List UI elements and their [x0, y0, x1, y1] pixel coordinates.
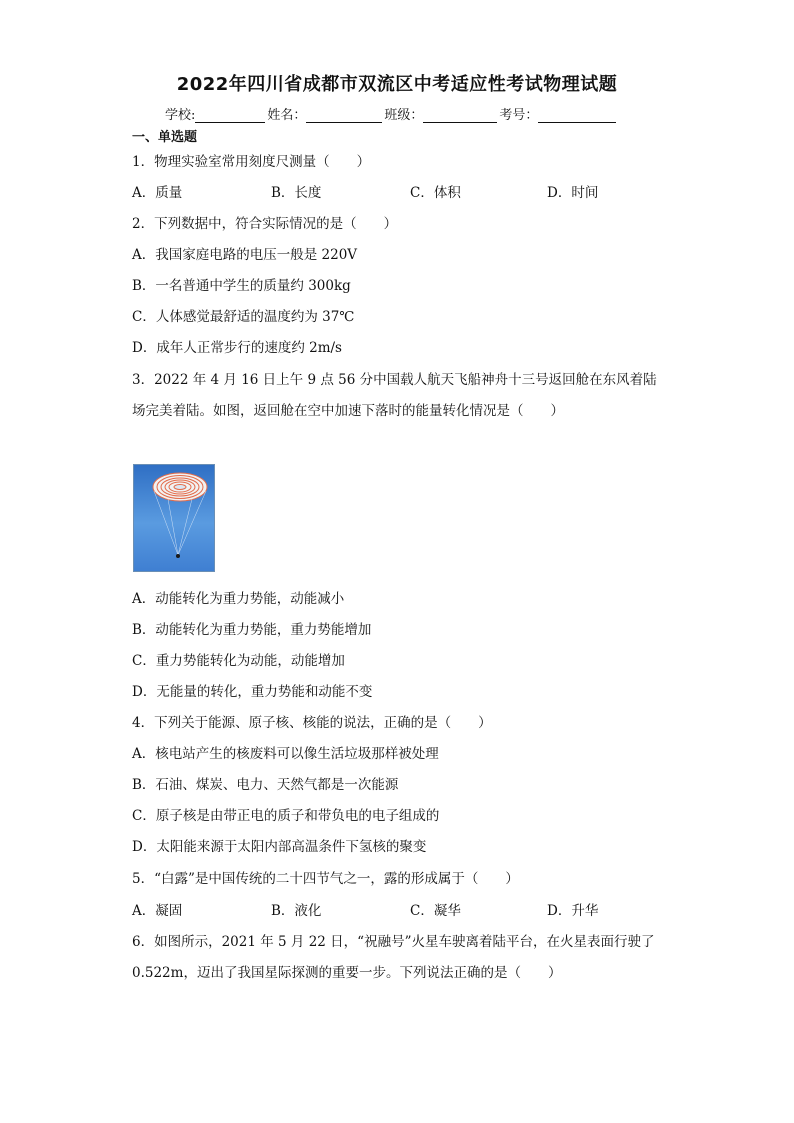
number-label: 考号：: [499, 108, 539, 123]
question-4-option-a: A．核电站产生的核废料可以像生活垃圾那样被处理: [132, 746, 439, 762]
option-b: B．长度: [271, 185, 322, 201]
question-2-stem: 2．下列数据中，符合实际情况的是（ ）: [132, 216, 398, 232]
option-c: C．体积: [410, 185, 461, 201]
question-3-stem-line-1: 3．2022 年 4 月 16 日上午 9 点 56 分中国载人航天飞船神舟十三号返回舱在东风着陆: [132, 372, 657, 388]
question-2-option-d: D．成年人正常步行的速度约 2m/s: [132, 340, 342, 356]
school-blank: [195, 108, 265, 123]
question-4-option-c: C．原子核是由带正电的质子和带负电的电子组成的: [132, 808, 440, 824]
class-label: 班级：: [384, 108, 424, 123]
option-d: D．升华: [547, 903, 599, 919]
question-3-stem-line-2: 场完美着陆。如图，返回舱在空中加速下落时的能量转化情况是（ ）: [132, 403, 564, 419]
question-6-stem-line-2: 0.522m，迈出了我国星际探测的重要一步。下列说法正确的是（ ）: [132, 965, 562, 981]
question-6-stem-line-1: 6．如图所示，2021 年 5 月 22 日，“祝融号”火星车驶离着陆平台，在火星表面行驶了: [132, 934, 655, 950]
question-2-option-a: A．我国家庭电路的电压一般是 220V: [132, 247, 358, 263]
name-label: 姓名：: [267, 108, 307, 123]
question-2-option-c: C．人体感觉最舒适的温度约为 37℃: [132, 309, 355, 325]
name-blank: [306, 108, 382, 123]
section-heading-single-choice: 一、单选题: [132, 130, 198, 145]
question-4-option-d: D．太阳能来源于太阳内部高温条件下氢核的聚变: [132, 839, 427, 855]
question-1-stem: 1．物理实验室常用刻度尺测量（ ）: [132, 154, 371, 170]
question-3-option-b: B．动能转化为重力势能，重力势能增加: [132, 622, 372, 638]
question-4-stem: 4．下列关于能源、原子核、核能的说法，正确的是（ ）: [132, 715, 492, 731]
school-label: 学校:: [165, 108, 196, 123]
question-5-stem: 5．“白露”是中国传统的二十四节气之一，露的形成属于（ ）: [132, 871, 519, 887]
option-a: A．凝固: [132, 903, 183, 919]
option-d: D．时间: [547, 185, 599, 201]
question-3-option-a: A．动能转化为重力势能，动能减小: [132, 591, 345, 607]
question-3-option-d: D．无能量的转化，重力势能和动能不变: [132, 684, 373, 700]
question-2-option-b: B．一名普通中学生的质量约 300kg: [132, 278, 351, 294]
question-3-option-c: C．重力势能转化为动能，动能增加: [132, 653, 345, 669]
parachute-capsule-image: [133, 464, 215, 572]
option-c: C．凝华: [410, 903, 461, 919]
student-info-line: [165, 104, 618, 123]
question-4-option-b: B．石油、煤炭、电力、天然气都是一次能源: [132, 777, 399, 793]
number-blank: [538, 108, 616, 123]
class-blank: [423, 108, 497, 123]
page-title: 2022年四川省成都市双流区中考适应性考试物理试题: [176, 74, 618, 95]
option-b: B．液化: [271, 903, 322, 919]
option-a: A．质量: [132, 185, 183, 201]
